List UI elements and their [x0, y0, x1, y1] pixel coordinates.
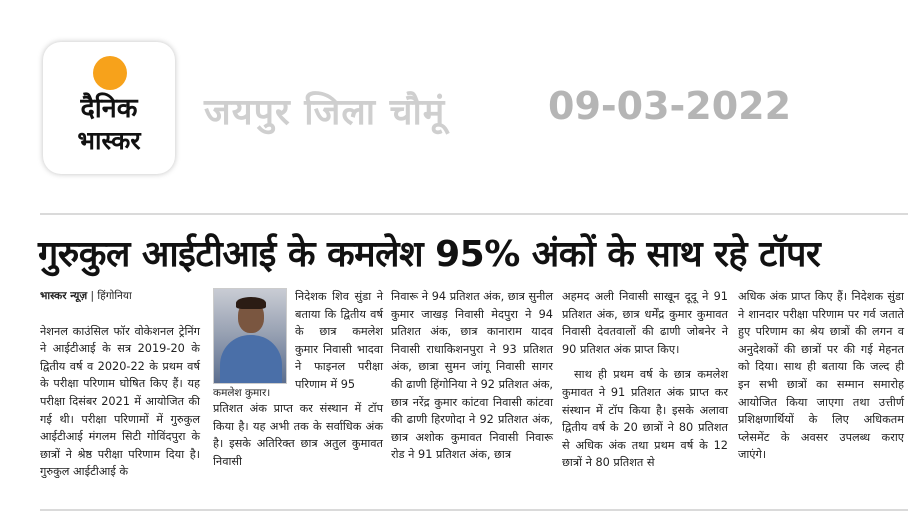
- dateline-place: हिंगोनिया: [97, 290, 132, 302]
- photo-caption: कमलेश कुमार।: [213, 387, 271, 399]
- column-2-text: प्रतिशत अंक प्राप्त कर संस्थान में टॉप किया है। यह अभी तक के सर्वाधिक अंक है। इसके अतिरिक्त छात्र अतुल कुमावत निवासी: [213, 402, 383, 468]
- article-column-3: [391, 288, 553, 464]
- sun-icon: [93, 56, 127, 90]
- column-5-text: अधिक अंक प्राप्त किए हैं। निदेशक सुंडा ने शानदार परीक्षा परिणाम पर गर्व जताते हुए परिणाम का श्रेय छात्रों की लगन व अनुदेशकों की छात्रों पर की गई मेहनत को दिया। साथ ही बताया कि जल्द ही इन सभी छात्रों का सम्मान समारोह आयोजित किया जाएगा तथा उत्तीर्ण प्रशिक्षणार्थियों के लिए अधिकतम प्लेसमेंट के अवसर उपलब्ध कराए जाएंगे।: [738, 290, 904, 462]
- column-4-para-1: अहमद अली निवासी साखून दूदू ने 91 प्रतिशत अंक, छात्र धर्मेंद्र कुमार कुमावत निवासी देवतवालों की ढाणी जोबनेर ने 90 प्रतिशत अंक प्राप्त किए।: [562, 290, 728, 356]
- column-1-text: नेशनल काउंसिल फॉर वोकेशनल ट्रेनिंग ने आईटीआई के सत्र 2019-20 के द्वितीय वर्ष व 2020-22 के प्रथम वर्ष के परीक्षा परिणाम घोषित किए हैं। यह परीक्षा दिसंबर 2021 में आयोजित की गई थी। परीक्षा परिणामों में गुरुकुल आईटीआई मंगलम सिटी गोविंदपुरा के छात्रों ने श्रेष्ठ परीक्षा परिणाम दिया है। गुरुकुल आईटीआई के: [40, 324, 200, 479]
- article-column-5: [738, 288, 904, 464]
- dainik-bhaskar-logo: [43, 42, 175, 174]
- edition-city: जयपुर जिला चौमूं: [204, 92, 446, 133]
- column-3-text: निवारू ने 94 प्रतिशत अंक, छात्र सुनील कुमार जाखड़ निवासी मेदपुरा ने 94 प्रतिशत अंक, छात्र कानाराम यादव निवासी राधाकिशनपुरा ने 93 प्रतिशत अंक, छात्रा सुमन जांगू निवासी सागर की ढाणी हिंगोनिया ने 92 प्रतिशत अंक, छात्र नरेंद्र कुमार कांटवा निवासी कांटवा की ढाणी हिरणोदा ने 92 प्रतिशत अंक, छात्र अशोक कुमावत निवासी निवारू रोड ने 91 प्रतिशत अंक, छात्र: [391, 290, 553, 462]
- dateline-source: भास्कर न्यूज़: [40, 290, 88, 302]
- column-4-para-2: साथ ही प्रथम वर्ष के छात्र कमलेश कुमावत ने 91 प्रतिशत अंक प्राप्त कर संस्थान में टॉप किया है। इसके अलावा द्वितीय वर्ष के 20 छात्रों ने 80 प्रतिशत से अधिक अंक तथा प्रथम वर्ष के 12 छात्रों ने 80 प्रतिशत से: [562, 368, 728, 470]
- student-photo: [213, 288, 287, 384]
- dateline: भास्कर न्यूज़ | हिंगोनिया: [40, 290, 132, 302]
- bottom-divider: [40, 509, 908, 511]
- article-column-2: [213, 288, 383, 470]
- article-headline: गुरुकुल आईटीआई के कमलेश 95% अंकों के साथ रहे टॉपर: [38, 234, 821, 275]
- photo-block: [213, 288, 289, 400]
- article-column-4: [562, 288, 728, 472]
- logo-text-dainik: दैनिक: [80, 93, 138, 124]
- column-2-top-text: निदेशक शिव सुंडा ने बताया कि द्वितीय वर्ष के छात्र कमलेश कुमार निवासी भादवा ने फाइनल परीक्षा परिणाम में 95: [295, 290, 383, 391]
- edition-date: 09-03-2022: [548, 84, 792, 128]
- logo-text-bhaskar: भास्कर: [77, 126, 141, 155]
- article-column-1: [40, 288, 200, 481]
- top-divider: [40, 213, 908, 215]
